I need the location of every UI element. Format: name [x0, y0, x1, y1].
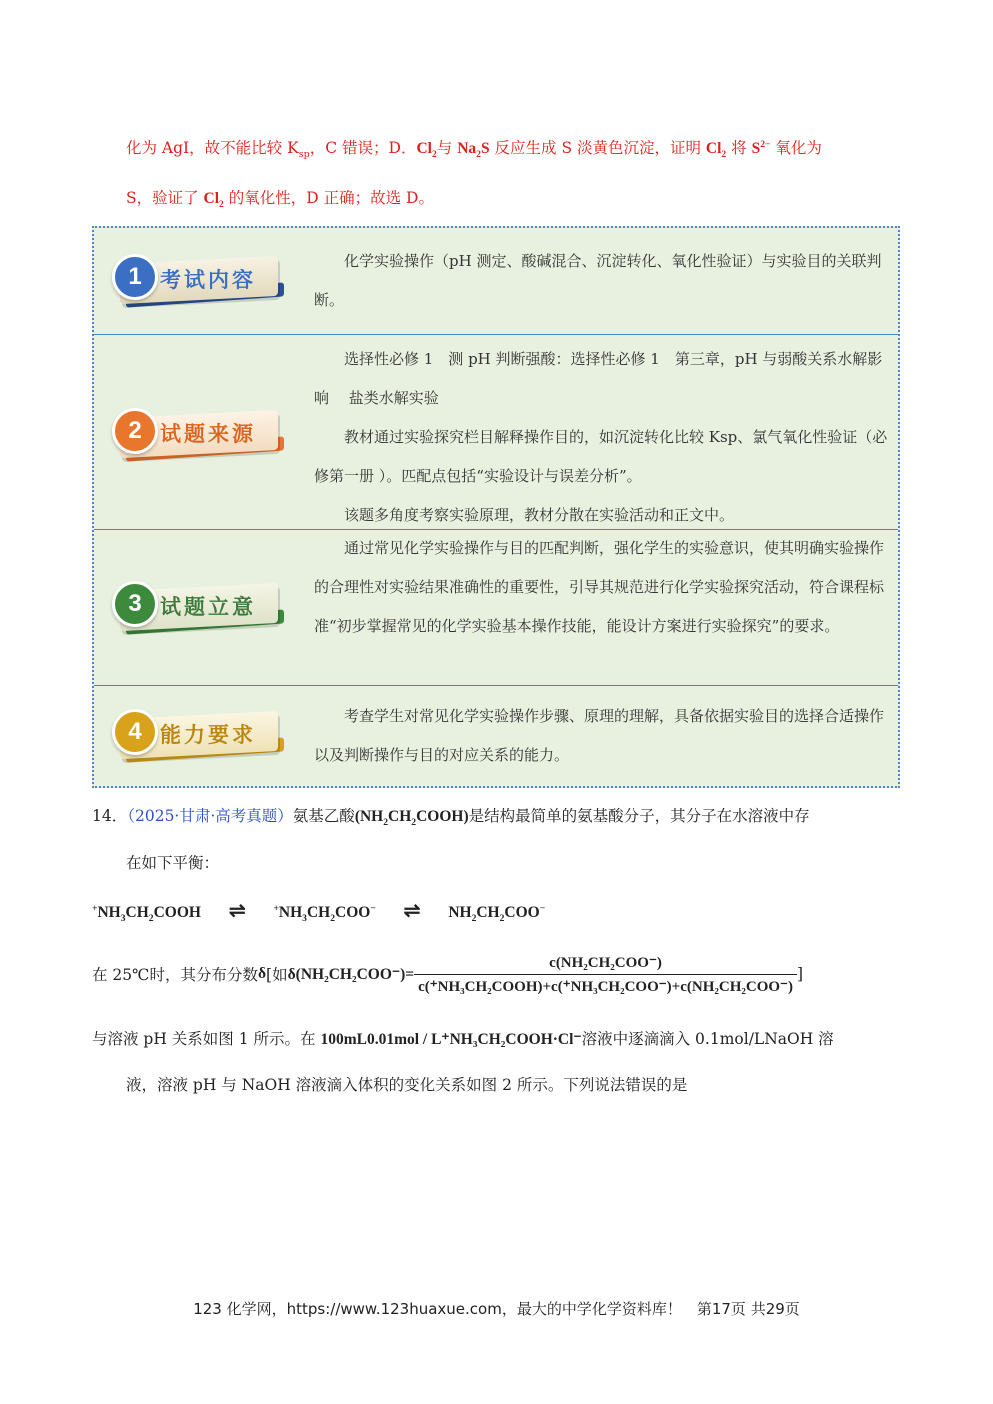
question-text: 是结构最简单的氨基酸分子，其分子在水溶液中存 — [468, 807, 810, 825]
chem-formula — [354, 808, 469, 829]
row-paragraph: 通过常见化学实验操作与目的匹配判断，强化学生的实验意识，使其明确实验操作的合理性对实验结果准确性的重要性，引导其规范进行化学实验探究活动，符合课程标准“初步掌握常见的化学实验基本操作技能，能设计方案进行实验探究”的要求。 — [314, 539, 885, 635]
ksp-subscript: sp — [298, 149, 310, 161]
badge-ability — [112, 705, 287, 763]
row-paragraph: 教材通过实验探究栏目解释操作目的，如沉淀转化比较 Ksp、氯气氧化性验证（必修第一册 ）。匹配点包括“实验设计与误差分析”。 — [314, 428, 888, 485]
chem-formula — [705, 140, 727, 161]
fraction-numerator: c(NH₂CH₂COO⁻) — [549, 954, 662, 971]
chem-formula: 100mL0.01mol / L⁺NH₃CH₂COOH·Cl⁻ — [320, 1031, 582, 1048]
answer-text: 的氧化性，D 正确；故选 D。 — [223, 189, 434, 207]
page-footer: 123 化学网，https://www.123huaxue.com，最大的中学化学资料库！ 第17页 共29页 — [193, 1300, 800, 1318]
answer-text: 氧化为 — [770, 139, 822, 157]
formula-part: CH — [125, 904, 149, 921]
badge-label: 能力要求 — [160, 723, 256, 747]
question-text: 溶液中逐滴滴入 0.1mol/LNaOH 溶 — [581, 1030, 834, 1048]
formula-sub: 2 — [721, 149, 727, 161]
formula-part: S — [480, 140, 490, 157]
badge-exam-content — [112, 250, 287, 308]
analysis-row-intent — [94, 529, 898, 686]
analysis-box — [92, 226, 900, 788]
chem-formula — [416, 140, 437, 161]
formula-sub: 2 — [330, 913, 336, 925]
formula-part: Cl — [203, 190, 220, 207]
formula-part: NH — [448, 904, 472, 921]
analysis-row-exam-content — [94, 228, 898, 335]
answer-text: 将 — [726, 139, 752, 157]
formula-sup: + — [273, 902, 279, 914]
fraction-lhs: δ(NH₂CH₂COO⁻)= — [287, 965, 415, 983]
bracket: [如 — [266, 966, 288, 984]
analysis-row-source — [94, 334, 898, 530]
formula-sup: − — [370, 902, 376, 914]
row-text — [314, 340, 894, 535]
formula-sup: − — [539, 902, 546, 914]
formula-sup: + — [92, 902, 98, 914]
formula-sub: 2 — [411, 817, 417, 829]
badge-source — [112, 404, 287, 462]
formula-part: COOH — [153, 904, 201, 921]
row-text — [314, 242, 894, 320]
formula-part: CH — [306, 904, 331, 921]
question-text: 氨基乙酸 — [292, 807, 355, 825]
fraction-denominator: c(⁺NH₃CH₂COOH)+c(⁺NH₃CH₂COO⁻)+c(NH₂CH₂COO⁻) — [414, 974, 797, 996]
badge-number: 4 — [112, 709, 158, 755]
formula-sub: 3 — [302, 913, 307, 925]
question-text: 在 25℃时，其分布分数 — [92, 966, 258, 984]
formula-part: NH — [97, 904, 121, 921]
formula-part: (NH — [354, 808, 384, 825]
badge-label: 试题来源 — [160, 422, 256, 446]
badge-number: 3 — [112, 581, 158, 627]
equilibrium-arrow-icon: ⇌ — [228, 900, 246, 922]
formula-part: COOH) — [416, 808, 469, 825]
formula-sub: 2 — [148, 913, 154, 925]
answer-line-1 — [126, 136, 822, 160]
formula-sub: 3 — [120, 913, 126, 925]
formula-sub: 2 — [471, 913, 477, 925]
question-text: 与溶液 pH 关系如图 1 所示。在 — [92, 1030, 321, 1048]
question-number: 14． — [92, 807, 128, 825]
question-line-1 — [92, 804, 810, 828]
distribution-fraction — [414, 953, 797, 996]
formula-sup: 2− — [760, 138, 771, 150]
row-paragraph: 该题多角度考察实验原理，教材分散在实验活动和正文中。 — [344, 506, 735, 524]
row-paragraph: 选择性必修 1 测 pH 判断强酸：选择性必修 1 第三章，pH 与弱酸关系水解影响 盐类水解实验 — [314, 350, 883, 407]
formula-part: COO — [504, 904, 540, 921]
bracket: ] — [796, 965, 804, 983]
formula-sub: 2 — [219, 199, 224, 211]
badge-label: 试题立意 — [160, 595, 256, 619]
formula-part: NH — [278, 904, 303, 921]
equilibrium-arrow-icon: ⇌ — [403, 900, 421, 922]
question-source: （2025·甘肃·高考真题） — [127, 807, 293, 825]
formula-sub: 2 — [476, 149, 481, 161]
question-line-5: 液，溶液 pH 与 NaOH 溶液滴入体积的变化关系如图 2 所示。下列说法错误的是 — [126, 1076, 688, 1094]
row-text — [314, 697, 894, 775]
formula-part: CH — [388, 808, 412, 825]
answer-text: 化为 AgI，故不能比较 K — [126, 139, 299, 157]
answer-text: 反应生成 S 淡黄色沉淀，证明 — [489, 139, 706, 157]
formula-part: COO — [335, 904, 371, 921]
formula-part: Cl — [705, 140, 722, 157]
chem-formula — [457, 140, 490, 161]
formula-sub: 2 — [431, 149, 437, 161]
chem-formula — [752, 140, 771, 157]
question-line-2: 在如下平衡： — [126, 854, 220, 872]
formula-part: Na — [457, 140, 477, 157]
answer-text: ，C 错误；D． — [309, 139, 417, 157]
badge-label: 考试内容 — [160, 268, 256, 292]
distribution-fraction-line — [92, 950, 803, 998]
analysis-row-ability — [94, 685, 898, 786]
answer-line-2 — [126, 186, 434, 210]
formula-sub: 2 — [499, 913, 505, 925]
answer-text: S，验证了 — [126, 189, 204, 207]
equilibrium-equation — [92, 898, 545, 924]
chem-formula — [203, 190, 224, 211]
formula-part: CH — [476, 904, 500, 921]
formula-sub: 2 — [383, 817, 389, 829]
badge-intent — [112, 577, 287, 635]
formula-part: Cl — [416, 140, 432, 157]
badge-number: 2 — [112, 408, 158, 454]
badge-number: 1 — [112, 254, 158, 300]
answer-text: 与 — [436, 139, 458, 157]
row-text — [314, 529, 894, 646]
delta-symbol: δ — [258, 965, 267, 982]
formula-part: S — [751, 140, 761, 157]
question-line-4 — [92, 1027, 834, 1049]
row-paragraph: 考查学生对常见化学实验操作步骤、原理的理解，具备依据实验目的选择合适操作以及判断操作与目的对应关系的能力。 — [314, 707, 885, 764]
row-paragraph: 化学实验操作（pH 测定、酸碱混合、沉淀转化、氧化性验证）与实验目的关联判断。 — [314, 252, 882, 309]
